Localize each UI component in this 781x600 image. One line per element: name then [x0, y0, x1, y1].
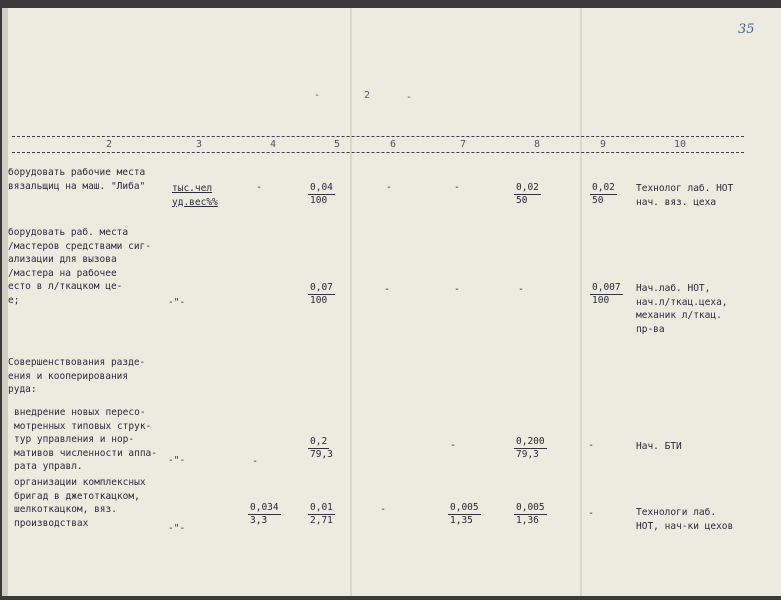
page-fold	[580, 8, 582, 596]
col-header: 2	[106, 139, 113, 150]
row-text: борудовать раб. места /мастеров средствами сиг- ализации для вызова /мастера на рабочее есто в л/ткацком це- е;	[8, 227, 151, 306]
responsible-cell: Нач.лаб. НОТ, нач.л/ткац.цеха, механик л/ткац. пр-ва	[636, 283, 728, 335]
responsible-cell: Технологи лаб. НОТ, нач-ки цехов	[636, 507, 734, 532]
fraction-cell: $\frac{0,2}{79,3}$	[310, 436, 333, 460]
dash-cell: -	[588, 508, 595, 519]
dash-cell: -	[380, 504, 387, 515]
header-rule-top	[12, 136, 744, 137]
document-sheet	[2, 8, 781, 596]
row-text: внедрение новых пересо- мотренных типовых струк- тур управления и нор- мативов численности аппа- рата управл.	[14, 407, 157, 472]
dash-mark: -	[406, 92, 413, 103]
row-text: организации комплексных бригад в джетоткацком, шелкоткацком, вяз. производствах	[14, 477, 146, 529]
fraction-cell: $\frac{0,07}{100}$	[310, 282, 333, 306]
fraction-cell: $\frac{0,034}{3,3}$	[250, 502, 279, 526]
row-text: Совершенствования разде- ения и кооперирования руда:	[8, 357, 146, 395]
col-header: 5	[334, 139, 341, 150]
dash-cell: -	[454, 284, 461, 295]
col-header: 6	[390, 139, 397, 150]
header-rule-bottom	[12, 152, 744, 153]
dash-cell: -	[450, 440, 457, 451]
dash-cell: -	[252, 456, 259, 467]
fraction-cell: $\frac{0,02}{50}$	[516, 182, 539, 206]
unit-cell: тыс.чел уд.вес%%	[172, 183, 218, 208]
col-header: 3	[196, 139, 203, 150]
fraction-cell: $\frac{0,04}{100}$	[310, 182, 333, 206]
dash-cell: -	[384, 284, 391, 295]
unit-cell: -"-	[168, 523, 186, 534]
col-header: 4	[270, 139, 277, 150]
fraction-cell: $\frac{0,01}{2,71}$	[310, 502, 333, 526]
sheet-number: 2	[364, 90, 371, 101]
fraction-cell: $\frac{0,02}{50}$	[592, 182, 615, 206]
fraction-cell: $\frac{0,007}{100}$	[592, 282, 621, 306]
unit-cell: -"-	[168, 455, 186, 466]
col-header: 8	[534, 139, 541, 150]
dash-cell: -	[518, 284, 525, 295]
fraction-cell: $\frac{0,005}{1,35}$	[450, 502, 479, 526]
unit-cell: -"-	[168, 297, 186, 308]
responsible-cell: Технолог лаб. НОТ нач. вяз. цеха	[636, 183, 734, 208]
dash-cell: -	[454, 182, 461, 193]
dash-cell: -	[588, 440, 595, 451]
dash-cell: -	[386, 182, 393, 193]
fraction-cell: $\frac{0,200}{79,3}$	[516, 436, 545, 460]
col-header: 10	[674, 139, 687, 150]
dash-mark: -	[314, 90, 321, 101]
row-text: борудовать рабочие места вязальщиц на маш. "Либа"	[8, 167, 146, 192]
dash-cell: -	[256, 182, 263, 193]
responsible-cell: Нач. БТИ	[636, 441, 682, 452]
page-fold	[350, 8, 352, 596]
fraction-cell: $\frac{0,005}{1,36}$	[516, 502, 545, 526]
col-header: 7	[460, 139, 467, 150]
col-header: 9	[600, 139, 607, 150]
page-number: 35	[738, 22, 755, 37]
